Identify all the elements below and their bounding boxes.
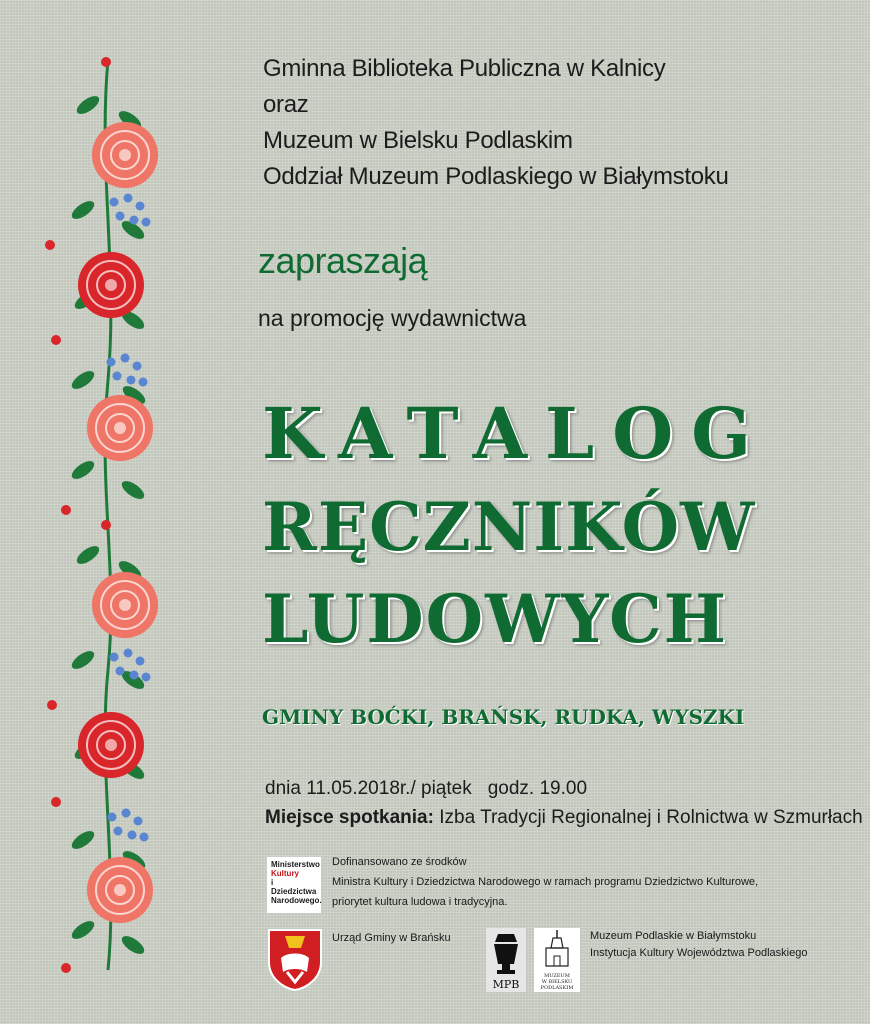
- leaf-icon: [69, 198, 97, 223]
- bud-icon: [101, 57, 111, 67]
- forget-me-not-icon: [113, 372, 122, 381]
- leaf-icon: [69, 828, 97, 853]
- forget-me-not-icon: [116, 212, 125, 221]
- forget-me-not-icon: [139, 378, 148, 387]
- leaf-icon: [119, 933, 147, 958]
- title-line-1: KATALOG: [262, 392, 770, 475]
- forget-me-not-icon: [130, 671, 139, 680]
- forget-me-not-icon: [114, 827, 123, 836]
- leaf-icon: [69, 368, 97, 393]
- museum-podlaskie-text: [590, 928, 807, 962]
- mkidn-logo: [266, 856, 322, 914]
- forget-me-not-icon: [107, 358, 116, 367]
- organizer-line-2: oraz: [263, 91, 309, 118]
- forget-me-not-icon: [108, 813, 117, 822]
- title-line-3: LUDOWYCH: [262, 580, 729, 658]
- museum-logo-icon: [486, 928, 526, 992]
- mkidn-logo-line: Ministerstwo: [271, 860, 320, 869]
- bud-icon: [51, 797, 61, 807]
- title-line-2: RĘCZNIKÓW: [262, 488, 756, 566]
- bielsk-museum-logo: [534, 928, 580, 992]
- leaf-icon: [119, 478, 147, 503]
- mpb-logo-text: MPB: [492, 978, 520, 991]
- rose-center: [105, 739, 117, 751]
- mp-line-2: Instytucja Kultury Województwa Podlaskiego: [590, 947, 808, 959]
- mp-line-1: Muzeum Podlaskie w Białymstoku: [590, 930, 757, 942]
- bud-icon: [101, 520, 111, 530]
- leaf-icon: [69, 918, 97, 943]
- bud-icon: [61, 963, 71, 973]
- embroidery-border: [38, 50, 178, 980]
- forget-me-not-icon: [140, 833, 149, 842]
- funding-line-2: Ministra Kultury i Dziedzictwa Narodowego w ramach programu Dziedzictwo Kulturowe,: [332, 876, 759, 888]
- organizer-line-1: Gminna Biblioteka Publiczna w Kalnicy: [263, 55, 666, 82]
- event-date-text: dnia 11.05.2018r./ piątek: [265, 778, 472, 799]
- forget-me-not-icon: [136, 202, 145, 211]
- leaf-icon: [74, 543, 102, 568]
- forget-me-not-icon: [142, 218, 151, 227]
- subtitle-gminy: GMINY BOĆKI, BRAŃSK, RUDKA, WYSZKI: [262, 705, 745, 729]
- mkidn-logo-line: i Dziedzictwa: [271, 878, 317, 896]
- rose-center: [105, 279, 117, 291]
- funding-text: [332, 852, 852, 912]
- mkidn-logo-line: Kultury: [271, 869, 299, 878]
- forget-me-not-icon: [128, 831, 137, 840]
- forget-me-not-icon: [124, 649, 133, 658]
- leaf-icon: [69, 458, 97, 483]
- ugb-label: Urząd Gminy w Brańsku: [332, 932, 451, 944]
- event-place: [265, 807, 863, 829]
- rose-center: [119, 599, 131, 611]
- rose-center: [119, 149, 131, 161]
- bielsk-logo-text: [534, 973, 580, 991]
- bud-icon: [45, 240, 55, 250]
- forget-me-not-icon: [133, 362, 142, 371]
- forget-me-not-icon: [110, 198, 119, 207]
- organizer-line-4: Oddział Muzeum Podlaskiego w Białymstoku: [263, 163, 729, 190]
- embroidery-stem: [105, 60, 111, 970]
- bud-icon: [51, 335, 61, 345]
- event-place-label: Miejsce spotkania:: [265, 807, 434, 828]
- forget-me-not-icon: [116, 667, 125, 676]
- leaf-icon: [74, 93, 102, 118]
- rose-center: [114, 422, 126, 434]
- coat-of-arms-icon: [267, 928, 323, 992]
- invite-heading: zapraszają: [258, 240, 428, 281]
- forget-me-not-icon: [134, 817, 143, 826]
- forget-me-not-icon: [122, 809, 131, 818]
- organizer-line-3: Muzeum w Bielsku Podlaskim: [263, 127, 573, 154]
- funding-line-3: priorytet kultura ludowa i tradycyjna.: [332, 896, 508, 908]
- bielsk-logo-line: W BIELSKU PODLASKIM: [540, 979, 574, 991]
- bud-icon: [61, 505, 71, 515]
- bud-icon: [47, 700, 57, 710]
- event-date: [265, 778, 587, 800]
- forget-me-not-icon: [136, 657, 145, 666]
- leaf-icon: [69, 648, 97, 673]
- bielsk-logo-line: MUZEUM: [544, 973, 570, 979]
- promo-text: na promocję wydawnictwa: [258, 305, 527, 331]
- rose-center: [114, 884, 126, 896]
- event-place-value: Izba Tradycji Regionalnej i Rolnictwa w Szmurłach: [439, 807, 863, 828]
- forget-me-not-icon: [127, 376, 136, 385]
- forget-me-not-icon: [124, 194, 133, 203]
- forget-me-not-icon: [110, 653, 119, 662]
- church-icon: [534, 928, 580, 968]
- forget-me-not-icon: [142, 673, 151, 682]
- forget-me-not-icon: [121, 354, 130, 363]
- funding-line-1: Dofinansowano ze środków: [332, 856, 467, 868]
- mkidn-logo-line: Narodowego.: [271, 896, 322, 905]
- event-time: godz. 19.00: [487, 778, 588, 799]
- forget-me-not-icon: [130, 216, 139, 225]
